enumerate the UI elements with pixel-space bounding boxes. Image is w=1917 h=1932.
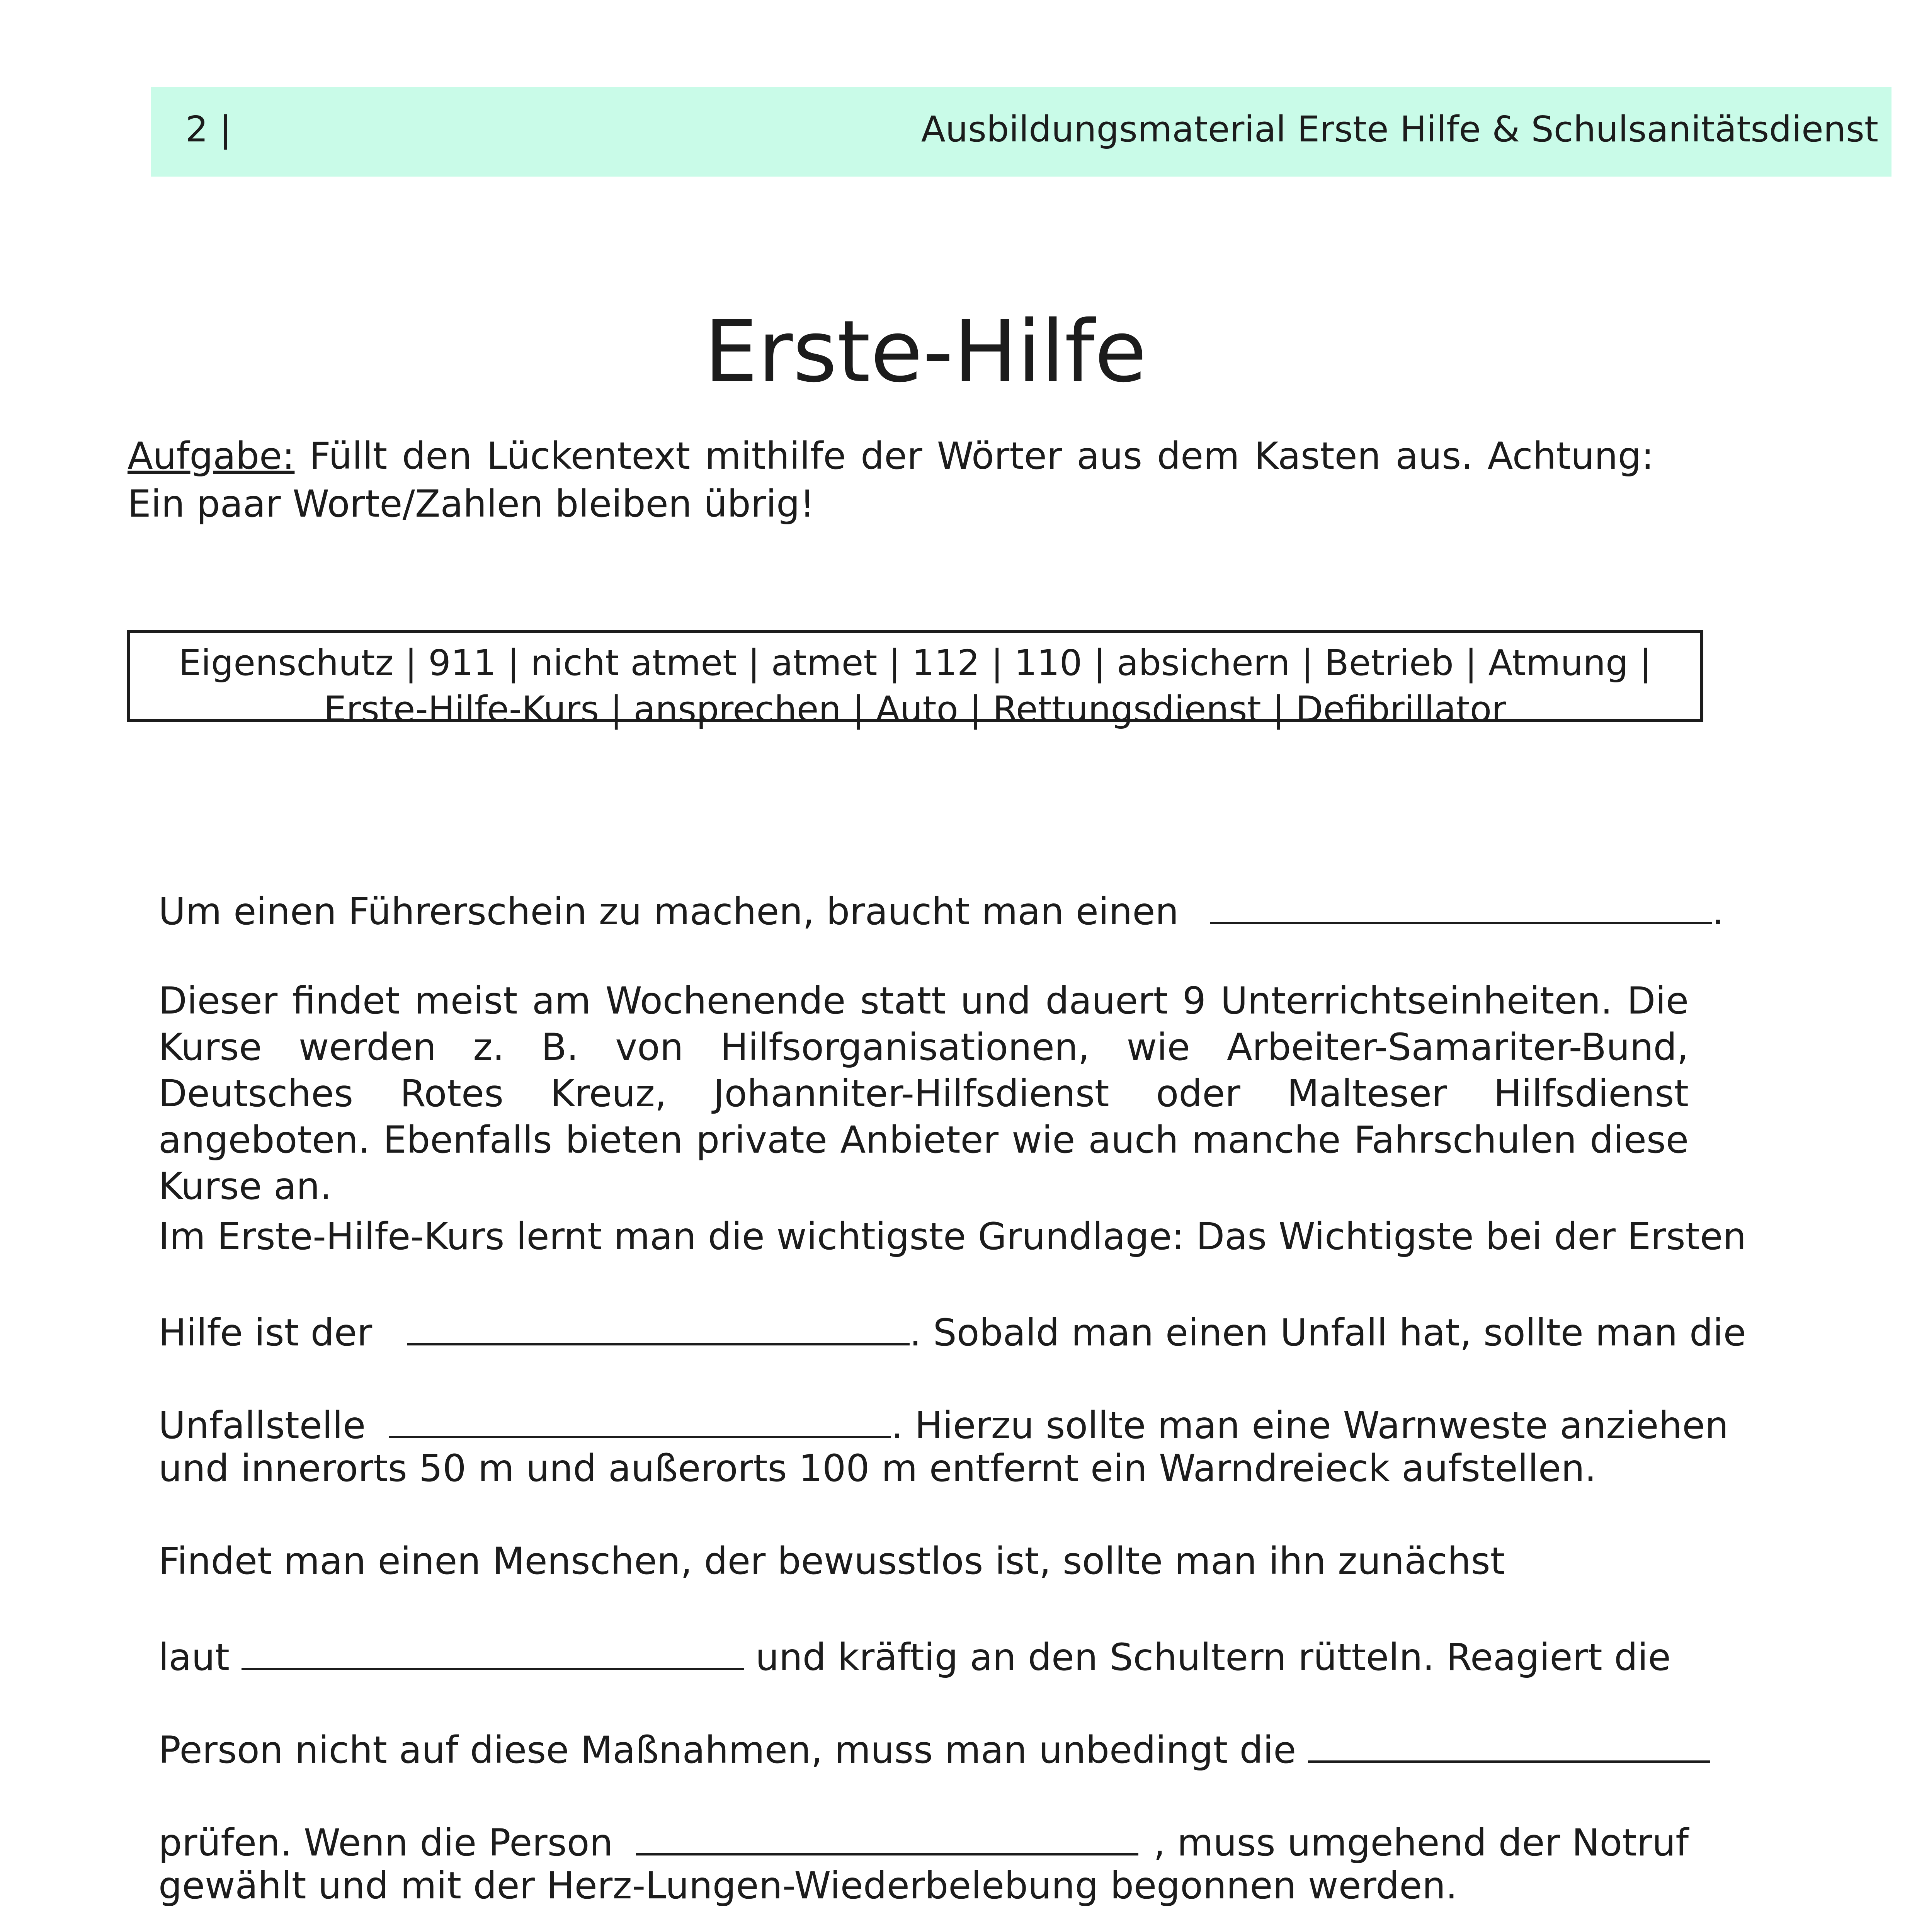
word-box-line-2: Erste-Hilfe-Kurs | ansprechen | Auto | Rettungsdienst | Defibrillator bbox=[323, 689, 1507, 730]
sentence-5-text: Unfallstelle bbox=[158, 1404, 366, 1447]
sentence-1-end: . bbox=[1712, 890, 1724, 933]
sentence-1-text: Um einen Führerschein zu machen, braucht man einen bbox=[158, 890, 1179, 933]
sentence-4-text: Hilfe ist der bbox=[158, 1311, 373, 1354]
task-text: Füllt den Lückentext mithilfe der Wörter aus dem Kasten aus. Achtung: Ein paar Worte/Zahlen bleiben übrig! bbox=[128, 434, 1654, 526]
task-label: Aufgabe: bbox=[128, 434, 295, 478]
word-box bbox=[127, 630, 1703, 730]
sentence-5-line-1 bbox=[158, 1399, 1729, 1449]
blank-1[interactable] bbox=[1210, 885, 1712, 924]
sentence-7 bbox=[158, 1631, 1689, 1680]
blank-6[interactable] bbox=[636, 1816, 1138, 1855]
sentence-7-text: laut bbox=[158, 1636, 230, 1679]
blank-4[interactable] bbox=[242, 1631, 744, 1670]
sentence-5-line-2: und innerorts 50 m und außerorts 100 m entfernt ein Warndreieck aufstellen. bbox=[158, 1447, 1597, 1490]
sentence-9-text: prüfen. Wenn die Person bbox=[158, 1821, 613, 1864]
blank-5[interactable] bbox=[1308, 1723, 1710, 1763]
sentence-9-end: , muss umgehend der Notruf bbox=[1153, 1821, 1689, 1864]
paragraph-course-info: Dieser findet meist am Wochenende statt und dauert 9 Unterrichtseinheiten. Die Kurse werden z. B. von Hilfsorganisationen, wie Arbeiter-Samariter-Bund, Deutsches Rotes Kreuz, Johanniter-Hilfsdienst oder Malteser Hilfsdienst angeboten. Ebenfalls bieten private Anbieter wie auch manche Fahrschulen diese Kurse an. bbox=[158, 979, 1689, 1208]
sentence-4 bbox=[158, 1306, 1746, 1356]
sentence-1 bbox=[158, 885, 1724, 935]
task-instruction bbox=[128, 432, 1654, 528]
blank-3[interactable] bbox=[389, 1399, 891, 1438]
page-title: Erste-Hilfe bbox=[704, 302, 1147, 401]
sentence-4-end: . Sobald man einen Unfall hat, sollte man die bbox=[909, 1311, 1746, 1354]
header-page-number: 2 | bbox=[185, 109, 231, 150]
sentence-5-end: . Hierzu sollte man eine Warnweste anziehen bbox=[891, 1404, 1729, 1447]
sentence-7-end: und kräftig an den Schultern rütteln. Reagiert die bbox=[755, 1636, 1671, 1679]
blank-2[interactable] bbox=[407, 1306, 910, 1345]
paragraph-basics: Im Erste-Hilfe-Kurs lernt man die wichtigste Grundlage: Das Wichtigste bei der Ersten bbox=[158, 1215, 1747, 1258]
paragraph-unconscious: Findet man einen Menschen, der bewusstlos ist, sollte man ihn zunächst bbox=[158, 1539, 1505, 1583]
header-title: Ausbildungsmaterial Erste Hilfe & Schulsanitätsdienst bbox=[921, 109, 1878, 150]
sentence-9-line-1 bbox=[158, 1816, 1689, 1866]
sentence-9-line-2: gewählt und mit der Herz-Lungen-Wiederbelebung begonnen werden. bbox=[158, 1864, 1458, 1907]
word-box-line-1: Eigenschutz | 911 | nicht atmet | atmet | 112 | 110 | absichern | Betrieb | Atmung | bbox=[179, 642, 1652, 684]
sentence-8-text: Person nicht auf diese Maßnahmen, muss man unbedingt die bbox=[158, 1728, 1296, 1772]
sentence-8 bbox=[158, 1723, 1689, 1773]
